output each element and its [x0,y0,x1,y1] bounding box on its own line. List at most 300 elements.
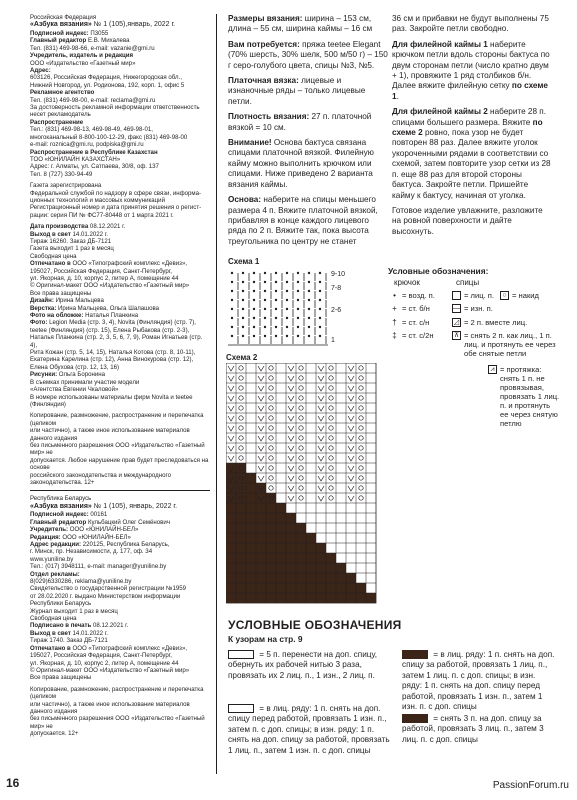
chain-mark [253,308,255,310]
legend-symbol-icon: ‡ [392,331,397,340]
country-label: Российская Федерация [30,14,97,21]
chain-mark [308,272,310,274]
separator [30,490,210,491]
bold-label: Адрес: [30,67,51,75]
dark-cell [266,573,276,583]
dark-cell [246,563,256,573]
dark-cell [246,533,256,543]
text: от 28.02.2020 г. выдано Министерством информации [30,592,181,600]
chain-mark [275,335,277,337]
legend-symbol-icon [452,291,461,300]
chain-mark [319,290,321,292]
chain-mark [319,335,321,337]
dark-cell [246,473,256,483]
chain-mark [231,317,233,319]
dark-cell [256,513,266,523]
chain-mark [264,317,266,319]
chain-mark [286,317,288,319]
chain-mark [308,335,310,337]
dark-cell [236,593,246,603]
paragraph [228,14,388,35]
dark-cell [316,563,326,573]
edition-name: «Азбука вязания» [30,21,92,29]
text: Республики Беларусь [30,600,92,608]
text: многоканальный 8-800-100-12-29, факс (831) 469-98-00 [30,133,188,141]
bold-label: Редакция: [30,533,61,541]
text: ООО «ЮНИЛАЙН-БЕЛ» [60,533,131,541]
copyright-line: Копирование, размножение, распространение и перепечатка (целиком [30,685,204,701]
imprint-line [30,89,210,96]
chain-mark [264,290,266,292]
chain-mark [297,326,299,328]
text: Свидетельство о государственной регистрации №1959 [30,585,187,593]
dark-cell [296,543,306,553]
dark-cell [236,523,246,533]
production-line [30,297,210,304]
column-divider [216,14,217,774]
scheme1-chart [228,265,358,350]
production-line [30,290,210,297]
legend-text: = ст. с/н [402,318,430,327]
bottom-legend [218,612,562,774]
text: В съемках принимали участие модели [30,378,140,386]
imprint-line [30,600,210,607]
dark-cell [236,483,246,493]
text: 00161 [88,511,108,519]
text: Тел. (831) 469-98-66, e-mail: vazanie@gmi.ru [30,44,155,52]
legend-text: = 2 п. вместе лиц. [464,318,528,327]
imprint-line [30,119,210,126]
dark-cell [256,573,266,583]
text: 14.01.2022 г. [70,230,108,238]
chain-mark [264,326,266,328]
text: несет рекламодатель [30,111,91,119]
dark-cell [256,583,266,593]
legend-hook-item [390,291,435,300]
text: 14.01.2022 г. [70,629,108,637]
bottom-legend-subtitle: К узорам на стр. 9 [228,634,303,644]
text: Елена Обухова (стр. 12, 13, 16) [30,363,119,371]
bold-label: Плотность вязания: [228,112,310,122]
bold-label: Учредитель, издатель и редакция [30,52,134,60]
chain-mark [319,308,321,310]
chain-mark [286,299,288,301]
dark-cell [306,543,316,553]
legend-text: = накид [512,291,539,300]
dark-cell [266,533,276,543]
dark-cell [286,553,296,563]
text: Тел. 8 (727) 330-94-49 [30,170,93,178]
edition-issue: № 1 (105),январь, 2022 г. [91,21,176,29]
bold-label: Выход в свет [30,629,71,637]
chain-mark [275,272,277,274]
dark-cell [226,573,236,583]
production-line [30,312,210,319]
imprint-line [30,645,210,652]
bold-label: Отпечатано в [30,260,71,268]
dark-cell [276,593,286,603]
legend-symbol-icon: — [453,305,460,312]
text: наберите 28 п. спицами большего размера. Вяжите [392,107,546,127]
text: Тираж 16260. Заказ ДБ-7121 [30,237,112,245]
legend-needle-item [452,331,560,358]
imprint-line [30,541,210,548]
imprint-line [30,67,210,74]
dark-cell [276,533,286,543]
text: Адрес: г. Алматы, ул. Сатпаева, 30/8, оф. 137 [30,163,159,171]
imprint-line [30,630,210,637]
bottom-legend-item [402,650,556,712]
dark-cell [226,513,236,523]
dark-cell [326,573,336,583]
bold-label: Рисунки: [30,371,58,379]
page-number: 16 [6,776,20,790]
legend-nakid-item [500,291,539,300]
dark-cell [296,583,306,593]
dark-cell [256,553,266,563]
chain-mark [264,299,266,301]
dark-cell [246,523,256,533]
bold-label: по схеме 1 [392,81,548,101]
dark-cell [246,573,256,583]
chain-mark [308,281,310,283]
bottom-legend-item [228,650,396,681]
dark-cell [246,493,256,503]
legend-symbol-icon: † [392,318,397,327]
row-label: 1 [331,337,335,344]
dark-cell [296,563,306,573]
text: ул. Якорная, д. 10, корпус 2, литер А, помещение 44 [30,659,179,667]
registration-line: Газета зарегистрирована [30,182,102,190]
chain-mark [275,281,277,283]
bold-label: Фото на обложке: [30,312,84,320]
dark-cell [226,593,236,603]
chain-mark [231,281,233,283]
chain-mark [319,299,321,301]
dark-cell [266,503,276,513]
text: лицевые и изнаночные ряды – только лицевые петли. [228,76,366,106]
imprint-line [30,30,210,37]
text: Нижний Новгород, ул. Родионова, 192, корп. 1, офис 5 [30,81,185,89]
bold-label: Вам потребуется: [228,39,300,49]
legend-text: = 5 п. перенести на доп. спицу, обернуть их рабочей нитью 3 раза, провязать их 2 лиц. п., 1 изн., 2 лиц. п. [228,650,378,680]
dark-cell [286,513,296,523]
text: teetee (Финляндия) (стр. 15), Елена Рыбакова (стр. 2-3), [30,326,190,334]
bold-label: Дата производства [30,223,89,231]
bold-label: Учредитель: [30,526,69,534]
imprint-line [30,674,210,681]
imprint-line [30,156,210,163]
imprint-line [30,660,210,667]
paragraph [392,107,552,201]
country-label: Республика Беларусь [30,495,92,503]
dark-cell [256,563,266,573]
bold-label: Адрес редакции: [30,541,82,548]
dark-cell [326,563,336,573]
copyright-line: или частично), а также иное использование материалов данного издания [30,700,190,715]
paragraph [228,40,388,71]
bold-label: Платочная вязка: [228,76,299,86]
chain-mark [264,335,266,337]
dark-cell [236,533,246,543]
chain-mark [319,281,321,283]
text: Ольга Боронина [57,371,106,379]
edition-title [30,503,210,512]
chain-mark [297,290,299,292]
imprint-line [30,126,210,133]
chain-mark [242,335,244,337]
dark-cell [236,513,246,523]
chain-mark [253,299,255,301]
dark-cell [296,553,306,563]
dark-cell [226,533,236,543]
text: Наталья Планкина [83,312,139,320]
dark-cell [246,593,256,603]
paragraph [228,112,388,133]
imprint-line [30,534,210,541]
text: П3055 [88,30,109,37]
chain-mark [286,281,288,283]
text: Legion Media (стр. 3, 4), Novita (Финляндия) (стр. 7), [47,319,196,327]
dark-cell [256,503,266,513]
bold-label: Подписной индекс: [30,30,89,37]
imprint-line [30,82,210,89]
production-line [30,319,210,326]
text: За достоверность рекламной информации ответственность [30,104,200,112]
chain-mark [253,326,255,328]
dark-cell [256,593,266,603]
legend-text: = в лиц. ряду: 1 п. снять на доп. спицу перед работой, провязать 1 изн. п., затем п. с доп. спицы; в изн. ряду: 1 п. снять на доп. спицу за работой, провязать 1 лиц. п., затем 1 изн. п. с доп. спицы [228,704,390,755]
imprint-line [30,585,210,592]
text: © Оригинал-макет ООО «Издательство «Газетный мир» [30,282,190,290]
chain-mark [297,272,299,274]
legend-text: = ст. с/2н [402,331,434,340]
imprint-line [30,134,210,141]
bold-label: Верстка: [30,304,57,312]
bold-label: Размеры вязания: [228,14,303,23]
text: пряжа teetee Elegant (70% шерсть, 30% шелк, 500 м/50 г) – 150 г серо-голубого цвета, спицы №3, №5. [228,39,388,70]
bold-label: Для филейной каймы 2 [392,107,488,117]
dark-cell [276,513,286,523]
text: Свободная цена [30,615,77,623]
registration-line: Федеральной службой по надзору в сфере связи, информа- [30,189,202,197]
bold-label: Распространение в Республике Казахстан [30,148,158,156]
bold-label: Распространение [30,118,84,126]
text: Все права защищены [30,289,92,297]
dark-cell [266,523,276,533]
dark-cell [286,593,296,603]
production-line [30,394,210,401]
imprint-line [30,556,210,563]
dark-cell [236,503,246,513]
imprint-line [30,608,210,615]
text: Все права защищены [30,674,92,682]
production-line [30,282,210,289]
legend-hook-header: крючок [394,278,420,287]
copyright-line: допускается. Любое нарушение прав будет преследоваться на основе [30,456,209,472]
dark-cell [256,523,266,533]
imprint-line [30,652,210,659]
dark-cell [236,573,246,583]
legend-text: = возд. п. [402,291,435,300]
dark-cell [346,583,356,593]
dark-cell [266,553,276,563]
dark-cell [246,543,256,553]
text: Основа бактуса связана спицами платочной вязкой. Филейную кайму можно выполнить крючком или спицами. Ниже приведено 2 варианта вязания каймы. [228,138,374,189]
imprint-line [30,163,210,170]
text: e-mail: roznica@gmi.ru, podpiska@gmi.ru [30,141,144,149]
text: Ирина Мальцева [53,297,104,305]
legend-text: = снять 3 п. на доп. спицу за работой, провязать 3 лиц. п., затем 3 лиц. п. с доп. спицы [402,714,544,744]
text: . [396,91,399,101]
bold-label: Основа: [228,195,262,205]
dark-cell [286,583,296,593]
text: Газета выходит 1 раз в месяц [30,245,114,253]
dark-cell [346,593,356,603]
chain-mark [264,272,266,274]
imprint-line [30,149,210,156]
production-line [30,401,210,408]
dark-cell [306,583,316,593]
dark-cell [246,553,256,563]
chain-mark [275,317,277,319]
row-label: 2-6 [331,307,342,314]
scheme2-chart [226,363,386,608]
bold-label: Дизайн: [30,297,54,305]
text: 603126, Российская Федерация, Нижегородская обл., [30,74,182,82]
chain-mark [308,299,310,301]
legend-text: = лиц. п. [464,291,495,300]
dark-cell [266,593,276,603]
chain-mark [253,290,255,292]
imprint-line [30,45,210,52]
legend-needle-item [452,291,494,300]
bold-label: Главный редактор [30,37,87,45]
bottom-legend-item [228,704,396,756]
production-line [30,305,210,312]
text: ООО «Типографский комплекс «Девиз», [70,644,188,652]
text: г. Минск, пр. Независимости, д. 177, оф. 34 [30,548,153,556]
dark-cell [336,593,346,603]
edging-instructions [392,14,552,242]
legend-symbol-icon: ⊼ [453,332,460,339]
text: ул. Якорная, д. 10, корпус 2, литер А, помещение 44 [30,275,179,282]
chain-mark [231,290,233,292]
legend-title: Условные обозначения: [388,266,489,276]
production-line [30,268,210,275]
text: Тел.: (017) 3948111, e-mail: manager@yuniline.by [30,563,167,571]
imprint-line [30,578,210,585]
chain-mark [286,290,288,292]
chain-mark [242,290,244,292]
chain-mark [297,308,299,310]
text: Журнал выходит 1 раз в месяц [30,607,118,615]
dark-cell [296,523,306,533]
pull-icon: ⩘ [488,365,497,374]
legend-text: = изн. п. [464,304,493,313]
chain-mark [275,299,277,301]
chain-mark [231,335,233,337]
bottom-legend-item [402,714,556,745]
text: 36 см и прибавки не будут выполнены 75 раз. Закройте петли свободно. [392,14,549,34]
copyright-line: без письменного разрешения ООО «Издательство «Газетный мир» не [30,715,205,730]
imprint-line [30,593,210,600]
dark-cell [316,553,326,563]
scheme1-title: Схема 1 [228,257,260,266]
dark-cell [286,563,296,573]
cable-3-icon [402,714,428,723]
dark-cell [246,483,256,493]
legend-hook-item [390,304,430,313]
copyright-line: допускается. 12+ [30,730,79,738]
scheme2-title: Схема 2 [226,353,258,362]
legend-needle-item [452,304,493,313]
chain-mark [319,326,321,328]
chain-mark [253,335,255,337]
legend-hook-item [390,331,434,340]
production-line [30,364,210,371]
imprint-line [30,667,210,674]
dark-cell [236,563,246,573]
text: 08.12.2021 г. [91,622,129,630]
chain-mark [275,326,277,328]
production-line [30,260,210,267]
knitting-instructions [228,14,388,252]
dark-cell [306,573,316,583]
dark-cell [236,543,246,553]
dark-cell [296,573,306,583]
yarn-over-icon: ○ [500,291,509,300]
production-line [30,334,210,349]
dark-cell [236,463,246,473]
dark-cell [276,543,286,553]
dark-cell [226,583,236,593]
registration-line: рации: серия ПИ № ФС77-80448 от 1 марта 2021 г. [30,211,174,219]
dark-cell [276,523,286,533]
dark-cell [266,513,276,523]
dark-cell [316,593,326,603]
bold-label: Внимание! [228,138,272,148]
legend-text: = ст. б/н [402,304,430,313]
legend-text: = в лиц. ряду: 1 п. снять на доп. спицу за работой, провязать 1 лиц. п., затем 1 лиц. п. с доп. спицы; в изн. ряду: 1 п. снять на доп. спицу перед работой, провязать 1 изн. п., затем 1 изн. п. с доп. спицы [402,650,555,712]
dark-cell [256,543,266,553]
dark-cell [226,563,236,573]
chain-mark [308,317,310,319]
paragraph [228,138,388,190]
dark-cell [226,523,236,533]
dark-cell [236,473,246,483]
dark-cell [346,573,356,583]
imprint-line [30,37,210,44]
text: 8(029)6330286, reklama@yuniline.by [30,578,132,586]
chain-mark [231,326,233,328]
chain-mark [242,317,244,319]
dark-cell [266,543,276,553]
text: «Агентства Евгении Чкаловой» [30,386,119,394]
text: ООО «Издательство «Газетный мир» [30,59,136,67]
chain-mark [253,317,255,319]
text: Наталья Планкина (стр. 2, 3, 5, 6, 7, 9), Роман Игнатьев (стр. 4), [30,334,203,349]
dark-cell [246,583,256,593]
production-line [30,327,210,334]
legend-needle-item [452,318,527,327]
chain-mark [286,308,288,310]
chain-mark [242,308,244,310]
production-line [30,379,210,386]
row-label: 7-8 [331,285,342,292]
production-line [30,253,210,260]
dark-cell [326,593,336,603]
